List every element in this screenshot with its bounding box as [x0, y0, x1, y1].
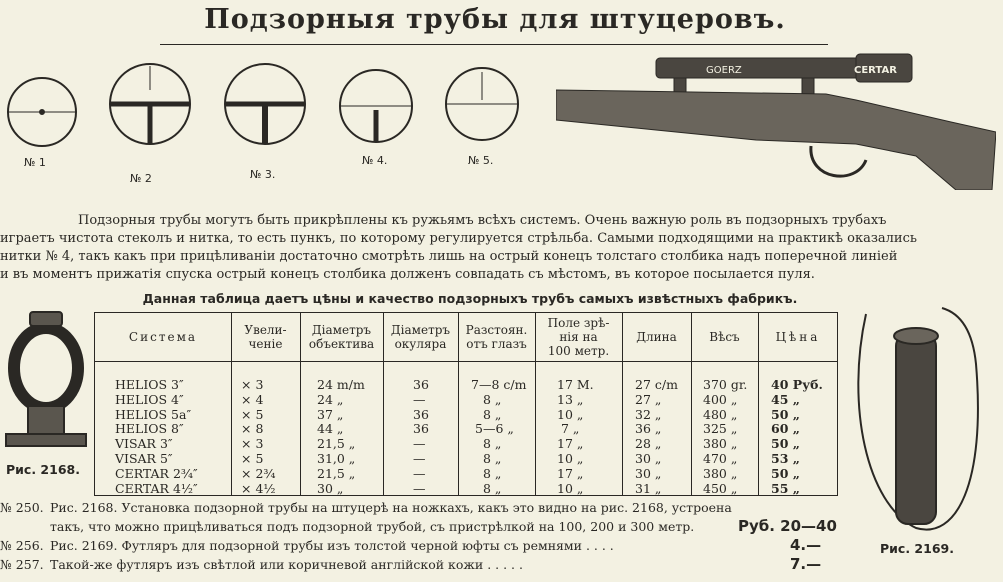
listing-250 [0, 498, 850, 517]
table-body [95, 377, 837, 495]
listing-text: Рис. 2168. Установка подзорной трубы на штуцерѣ на ножкахъ, какъ это видно на рис. 2168, устроена [50, 500, 732, 515]
figure-label-2169: Рис. 2169. [880, 541, 954, 556]
reticle-label-3: № 3. [250, 168, 276, 181]
paragraph-line: и въ моментъ прижатія спуска острый конецъ столбика долженъ совпадать съ мѣстомъ, въ которое посылается пуля. [0, 267, 815, 282]
case-body [896, 334, 936, 524]
table-row: VISAR 3″ × 3 21,5 „ — 8 „ 17 „ 28 „ 380 „ 50 „ [115, 436, 800, 452]
header-price: Цѣна [775, 330, 821, 344]
header-magnification: Увели- ченіе [244, 323, 287, 351]
listing-price: 7.— [790, 555, 822, 573]
scope-brand-right: CERTAR [854, 65, 897, 76]
header-ocular-diameter: Діаметръ окуляра [390, 323, 451, 351]
listing-price: 4.— [790, 536, 822, 554]
header-field-of-view: Поле зрѣ- нія на 100 метр. [547, 316, 610, 358]
header-weight: Вѣсъ [709, 330, 740, 344]
reticle-label-4: № 4. [362, 154, 388, 167]
description-paragraph [0, 212, 998, 284]
header-system: Система [128, 330, 198, 344]
reticle-label-2: № 2 [130, 172, 152, 185]
reticle-label-5: № 5. [468, 154, 494, 167]
header-objective-diameter: Діаметръ объектива [308, 323, 375, 351]
listing-text: Такой-же футляръ изъ свѣтлой или коричневой англійской кожи . . . . . [50, 557, 523, 572]
reticle-label-1: № 1 [24, 156, 46, 169]
table-row: HELIOS 5a″ × 5 37 „ 36 8 „ 10 „ 32 „ 480 „ 50 „ [115, 406, 800, 422]
paragraph-line: играетъ чистота стеколъ и нитка, то есть пункъ, по которому регулируется стрѣльба. Самыми подходящими на практикѣ оказались [0, 231, 917, 246]
listing-text: такъ, что можно прицѣливаться подъ подзорной трубой, съ пристрѣлкой на 100, 200 и 300 метр. [50, 519, 695, 534]
table-row: HELIOS 8″ × 8 44 „ 36 5—6 „ 7 „ 36 „ 325 „ 60 „ [115, 421, 800, 437]
page-title: Подзорныя трубы для штуцеровъ. [204, 4, 786, 35]
table-row: VISAR 5″ × 5 31,0 „ — 8 „ 10 „ 30 „ 470 „ 53 „ [115, 450, 800, 466]
scope-mount-illustration [0, 306, 92, 466]
paragraph-line: Подзорныя трубы могутъ быть прикрѣплены къ ружьямъ всѣхъ системъ. Очень важную роль въ подзорныхъ трубахъ [78, 213, 887, 228]
table-caption: Данная таблица даетъ цѣны и качество подзорныхъ трубъ самыхъ извѣстныхъ фабрикъ. [142, 291, 798, 306]
reticle-row [0, 60, 540, 190]
listing-250-cont [0, 517, 850, 536]
rifle-stock [556, 90, 996, 190]
listing-257 [0, 555, 850, 574]
listing-256 [0, 536, 850, 555]
table-row: CERTAR 4½″ × 4½ 30 „ — 8 „ 10 „ 31 „ 450 „ 55 „ [115, 480, 800, 496]
listing-number: № 250. [0, 500, 44, 515]
rifle-with-scope-illustration [556, 40, 996, 190]
scope-brand-left: GOERZ [706, 65, 742, 76]
scope-case-illustration [846, 304, 996, 540]
figure-label-2168: Рис. 2168. [6, 462, 80, 477]
table-row: HELIOS 3″ × 3 24 m/m 36 7—8 c/m 17 M. 27 c/m 370 gr. 40 Руб. [115, 377, 823, 392]
listing-number: № 256. [0, 538, 44, 553]
product-listings [0, 498, 850, 574]
listing-price: Руб. 20—40 [738, 517, 837, 535]
paragraph-line: нитки № 4, такъ какъ при прицѣливаніи достаточно смотрѣть лишь на острый конецъ толстаго столбика надъ поперечной линiей [0, 249, 898, 264]
header-eye-distance: Разстоян. отъ глазъ [465, 323, 528, 351]
table-row: CERTAR 2¾″ × 2¾ 21,5 „ — 8 „ 17 „ 30 „ 380 „ 50 „ [115, 465, 800, 481]
listing-number: № 257. [0, 557, 44, 572]
listing-text: Рис. 2169. Футляръ для подзорной трубы изъ толстой черной юфты съ ремнями . . . . [50, 538, 614, 553]
header-length: Длина [636, 330, 677, 344]
table-row: HELIOS 4″ × 4 24 „ — 8 „ 13 „ 27 „ 400 „ 45 „ [115, 391, 800, 407]
price-table [94, 312, 838, 496]
